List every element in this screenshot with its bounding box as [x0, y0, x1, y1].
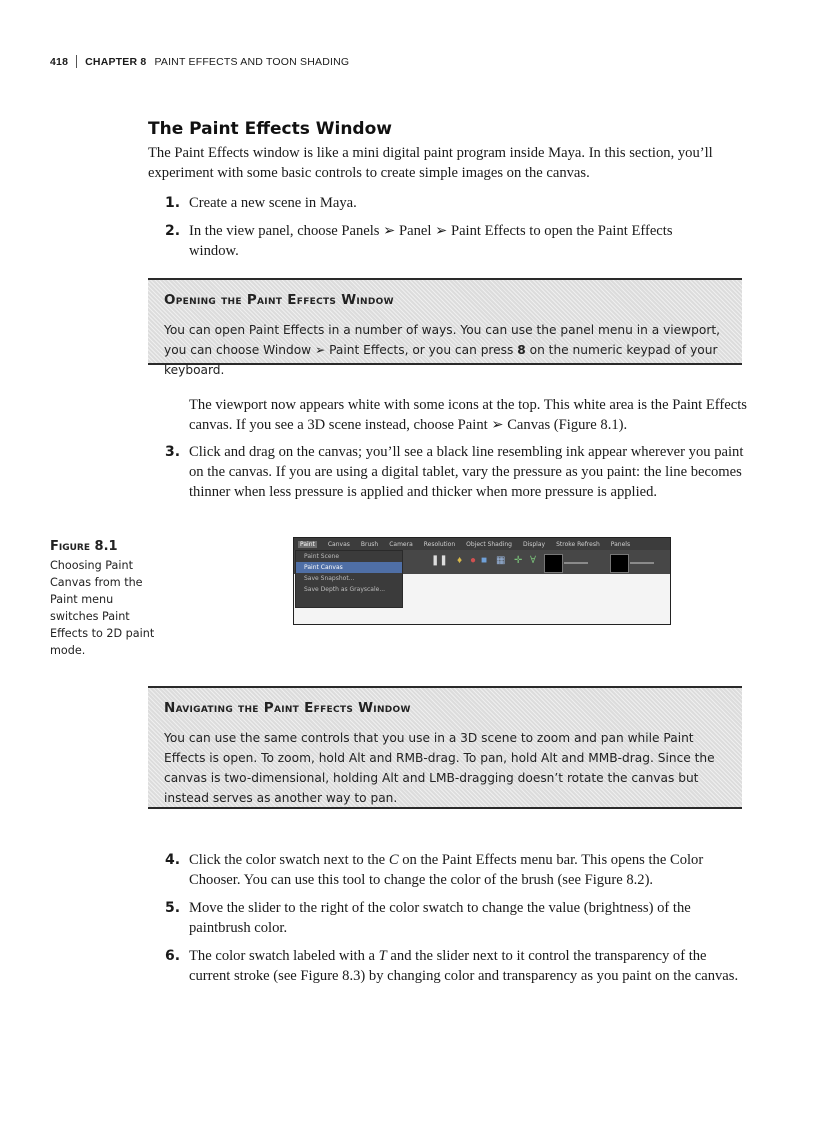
wrap-icon[interactable]: ✛	[514, 555, 523, 566]
transparency-swatch[interactable]	[610, 554, 629, 573]
figure-caption-text: Choosing Paint Canvas from the Paint menu switches Paint Effects to 2D paint mode.	[50, 559, 155, 657]
figure-caption	[50, 538, 160, 659]
brush-icon[interactable]: ♦	[457, 555, 463, 566]
step-text: The color swatch labeled with a T and the slider next to it control the transparency of the current stroke (see Figure 8.3) by changing color and transparency as you paint on the canvas.	[189, 948, 739, 984]
step-5	[165, 898, 749, 938]
paint-menu-dropdown	[295, 550, 403, 608]
menu-item-paint-canvas[interactable]: Paint Canvas	[296, 562, 402, 573]
figure-screenshot	[293, 537, 671, 625]
menu-brush[interactable]: Brush	[360, 540, 379, 548]
step-text: Create a new scene in Maya.	[189, 195, 357, 211]
menu-panels[interactable]: Panels	[610, 540, 631, 548]
step-2	[165, 221, 709, 261]
intro-paragraph: The Paint Effects window is like a mini digital paint program inside Maya. In this section, you’ll experiment with some basic controls to create simple images on the canvas.	[148, 145, 713, 181]
step-number: 2.	[165, 223, 181, 239]
sidebar-body: You can open Paint Effects in a number of ways. You can use the panel menu in a viewport, you can choose Window ➢ Paint Effects, or you can press 8 on the numeric keypad of your keyboard.	[164, 323, 720, 377]
color-value-slider[interactable]	[564, 562, 588, 564]
step-1	[165, 193, 749, 213]
paint-effects-menubar	[294, 538, 670, 550]
running-header	[50, 55, 349, 68]
save-icon[interactable]: ■	[481, 555, 488, 566]
step-number: 4.	[165, 852, 181, 868]
viewport-paragraph: The viewport now appears white with some icons at the top. This white area is the Paint Effects canvas. If you see a 3D scene instead, choose Paint ➢ Canvas (Figure 8.1).	[189, 397, 747, 433]
color-swatch[interactable]	[544, 554, 563, 573]
menu-resolution[interactable]: Resolution	[423, 540, 456, 548]
chapter-label: CHAPTER 8	[85, 55, 147, 68]
figure-label: Figure 8.1	[50, 539, 118, 554]
section-title: The Paint Effects Window	[148, 119, 392, 139]
header-divider	[76, 55, 77, 68]
menu-camera[interactable]: Camera	[389, 540, 413, 548]
sidebar-navigating-paint-effects	[148, 686, 742, 809]
step-number: 5.	[165, 900, 181, 916]
menu-canvas[interactable]: Canvas	[327, 540, 350, 548]
clear-icon[interactable]: ●	[470, 555, 477, 566]
menu-item-save-snapshot[interactable]: Save Snapshot...	[304, 575, 355, 582]
menu-object-shading[interactable]: Object Shading	[466, 540, 512, 548]
keypad-key: 8	[517, 343, 526, 357]
step-4	[165, 850, 749, 890]
page-number: 418	[50, 55, 69, 68]
step-number: 1.	[165, 195, 181, 211]
sidebar-body: You can use the same controls that you use in a 3D scene to zoom and pan while Paint Effects is open. To zoom, hold Alt and RMB-drag. To pan, hold Alt and MMB-drag. Since the canvas is two-dimensional, holding Alt and LMB-dragging doesn’t rotate the canvas but instead serves as another way to pan.	[164, 731, 715, 805]
step-number: 6.	[165, 948, 181, 964]
sidebar-opening-paint-effects	[148, 278, 742, 377]
transparency-slider[interactable]	[630, 562, 654, 564]
step-6	[165, 946, 749, 986]
step-text: Click the color swatch next to the C on the Paint Effects menu bar. This opens the Color Chooser. You can use this tool to change the color of the brush (see Figure 8.2).	[189, 852, 704, 888]
step-number: 3.	[165, 444, 181, 460]
pause-icon[interactable]: ❚❚	[431, 555, 448, 566]
menu-item-paint-scene[interactable]: Paint Scene	[304, 553, 340, 560]
step-3	[165, 442, 749, 502]
step-text: Click and drag on the canvas; you’ll see a black line resembling ink appear wherever you paint on the canvas. If you are using a digital tablet, vary the pressure as you paint: the line becomes thinner when less pressure is applied and thicker when more pressure is applied.	[189, 444, 744, 500]
menu-display[interactable]: Display	[522, 540, 546, 548]
step-text: Move the slider to the right of the color swatch to change the value (brightness) of the paintbrush color.	[189, 900, 691, 936]
sidebar-title: Navigating the Paint Effects Window	[164, 700, 411, 716]
menu-paint[interactable]: Paint	[300, 540, 315, 548]
menu-item-save-depth[interactable]: Save Depth as Grayscale...	[304, 586, 386, 593]
step-text: In the view panel, choose Panels ➢ Panel ➢ Paint Effects to open the Paint Effects window.	[189, 223, 673, 259]
grid-icon[interactable]: ▦	[496, 555, 506, 566]
menu-stroke-refresh[interactable]: Stroke Refresh	[556, 540, 600, 548]
sidebar-title: Opening the Paint Effects Window	[164, 292, 394, 308]
chapter-title: PAINT EFFECTS AND TOON SHADING	[154, 55, 350, 68]
tilde-icon[interactable]: ∀	[530, 555, 537, 566]
